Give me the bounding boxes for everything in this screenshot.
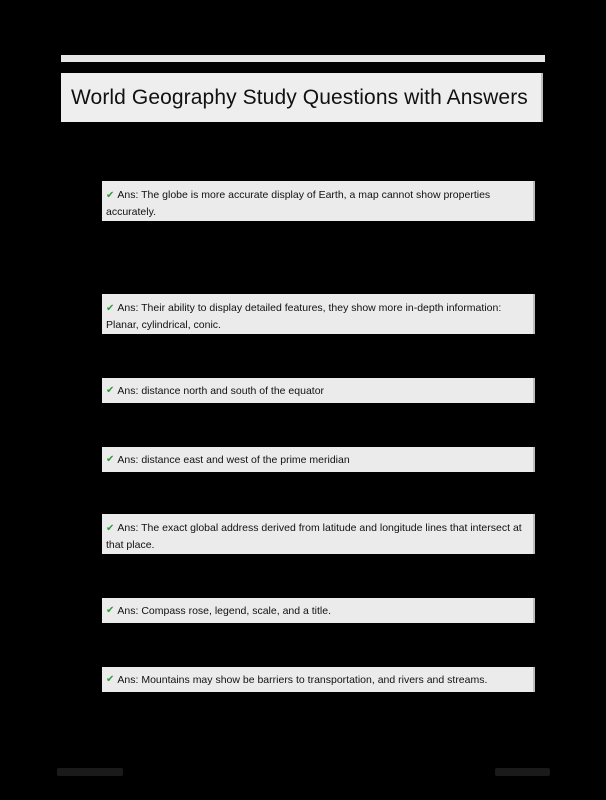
- answer-text: The globe is more accurate display of Earth, a map cannot show properties accurately.: [106, 189, 491, 218]
- answer-box: [102, 514, 535, 554]
- check-icon: ✔: [106, 190, 115, 201]
- check-icon: ✔: [106, 523, 115, 534]
- answer-prefix: Ans:: [117, 384, 139, 397]
- page-title: World Geography Study Questions with Answers: [71, 85, 528, 109]
- answer-box: [102, 294, 535, 334]
- check-icon: ✔: [106, 673, 115, 685]
- check-icon: ✔: [106, 303, 115, 314]
- check-icon: ✔: [106, 453, 115, 465]
- answer-prefix: Ans:: [117, 604, 139, 617]
- answer-text: The exact global address derived from latitude and longitude lines that intersect at that place.: [106, 522, 522, 551]
- answer-text: Compass rose, legend, scale, and a title.: [141, 604, 332, 617]
- answer-prefix: Ans:: [117, 453, 139, 466]
- answer-text: Their ability to display detailed features, they show more in-depth information: Planar, cylindrical, conic.: [106, 302, 502, 331]
- answer-box: [102, 598, 535, 623]
- answer-prefix: Ans:: [117, 189, 139, 201]
- answer-box: [102, 378, 535, 403]
- top-divider: [61, 55, 545, 62]
- footer-page-mark: [495, 768, 550, 776]
- answer-box: [102, 447, 535, 472]
- check-icon: ✔: [106, 604, 115, 616]
- answer-text: distance east and west of the prime meridian: [141, 453, 350, 466]
- answer-box: [102, 667, 535, 692]
- answer-text: Mountains may show be barriers to transportation, and rivers and streams.: [141, 673, 488, 686]
- answer-prefix: Ans:: [117, 673, 139, 686]
- answer-text: distance north and south of the equator: [141, 384, 325, 397]
- answer-prefix: Ans:: [117, 302, 139, 314]
- answer-box: [102, 181, 535, 221]
- footer-site-mark: [57, 768, 123, 776]
- check-icon: ✔: [106, 384, 115, 396]
- answer-prefix: Ans:: [117, 522, 139, 534]
- title-box: [61, 73, 543, 122]
